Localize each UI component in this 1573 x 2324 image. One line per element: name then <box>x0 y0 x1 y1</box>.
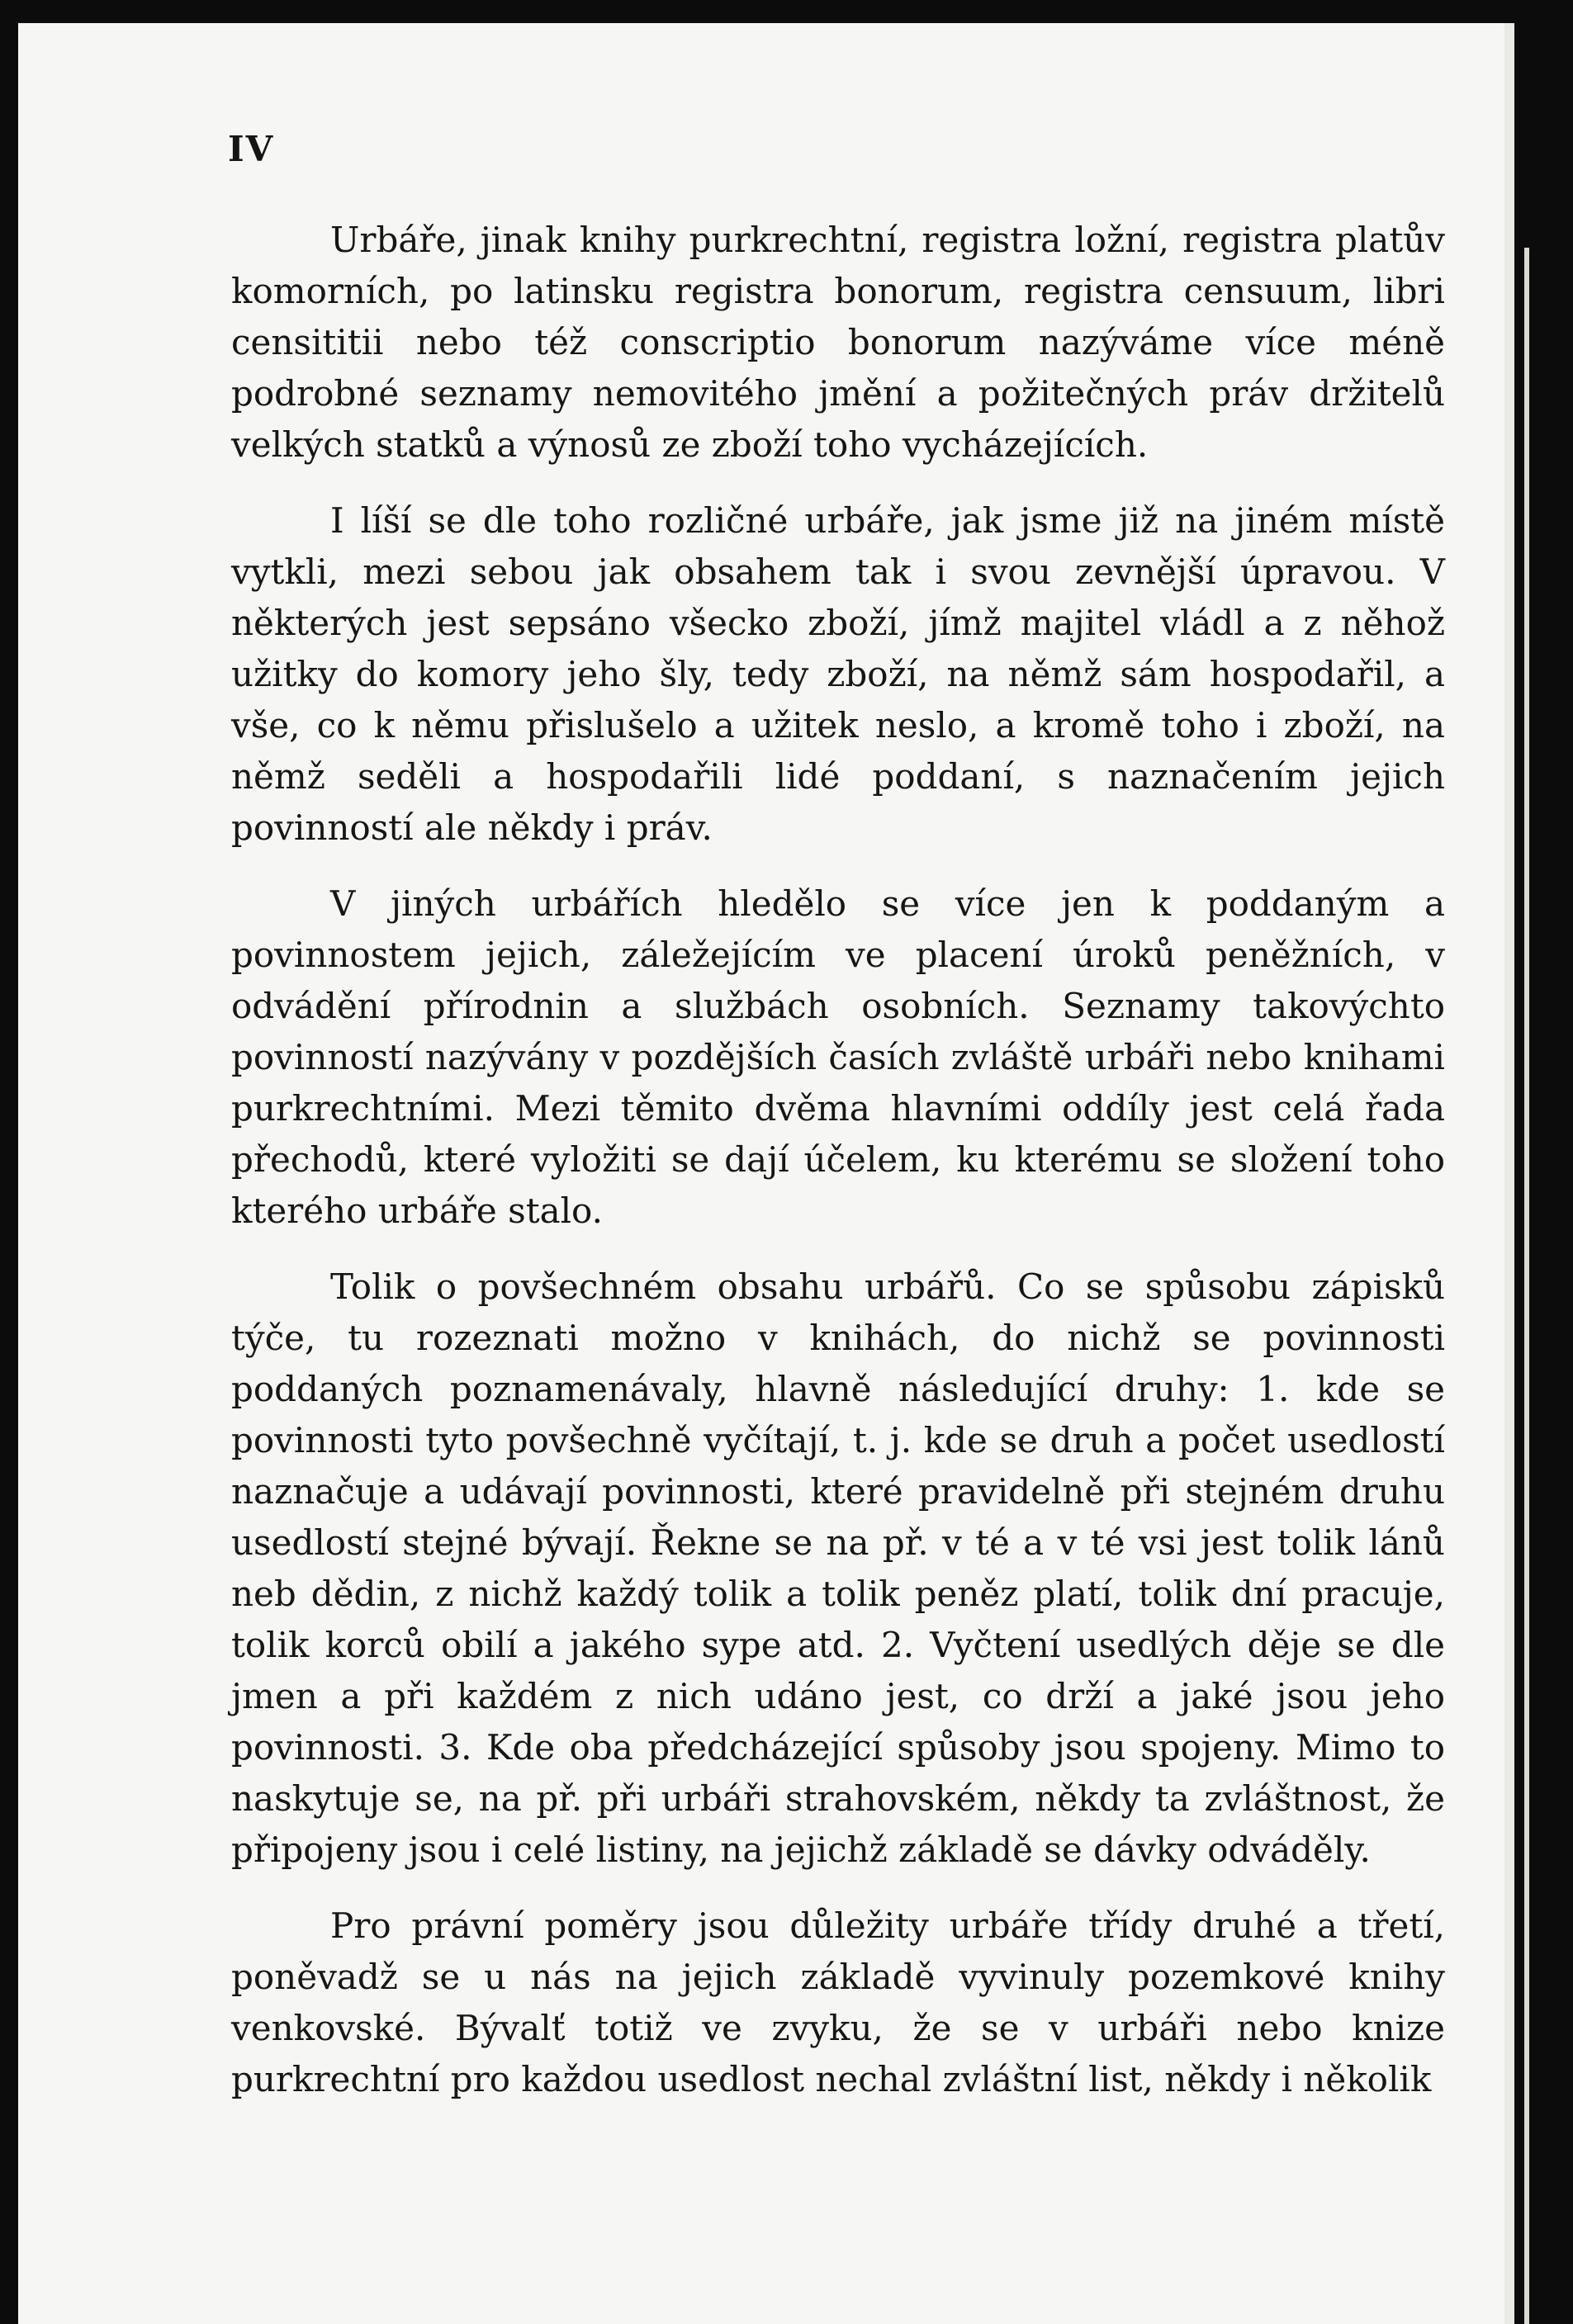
page-number: IV <box>228 129 275 169</box>
paragraph-3: V jiných urbářích hledělo se více jen k poddaným a povinnostem jejich, záležejícím ve placení úroků peněžních, v odvádění přírodnin a službách osobních. Seznamy takovýchto povinností nazývány v pozdějších časích zvláště urbáři nebo knihami purkrechtními. Mezi těmito dvěma hlavními oddíly jest celá řada přechodů, které vyložiti se dají účelem, ku kterému se složení toho kterého urbáře stalo. <box>231 883 1445 1231</box>
paragraph-4: Tolik o povšechném obsahu urbářů. Co se spůsobu zápisků týče, tu rozeznati možno v knihách, do nichž se povinnosti poddaných poznamenávaly, hlavně následující druhy: 1. kde se povinnosti tyto povšechně vyčítají, t. j. kde se druh a počet usedlostí naznačuje a udávají povinnosti, které pravidelně při stejném druhu usedlostí stejné bývají. Řekne se na př. v té a v té vsi jest tolik lánů neb dědin, z nichž každý tolik a tolik peněz platí, tolik dní pracuje, tolik korců obilí a jakého sype atd. 2. Vyčtení usedlých děje se dle jmen a při každém z nich udáno jest, co drží a jaké jsou jeho povinnosti. 3. Kde oba předcházející spůsoby jsou spojeny. Mimo to naskytuje se, na př. při urbáři strahovském, někdy ta zvláštnost, že připojeny jsou i celé listiny, na jejichž základě se dávky odváděly. <box>231 1266 1445 1870</box>
binding-edge <box>1524 248 1529 2324</box>
page-edge <box>1504 23 1514 2324</box>
body-text <box>231 215 1445 2105</box>
paragraph-1: Urbáře, jinak knihy purkrechtní, registra ložní, registra platův komorních, po latinsku registra bonorum, registra censuum, libri censititii nebo též conscriptio bonorum nazýváme více méně podrobné seznamy nemovitého jmění a požitečných práv držitelů velkých statků a výnosů ze zboží toho vycházejících. <box>231 220 1445 465</box>
paragraph-2: I líší se dle toho rozličné urbáře, jak jsme již na jiném místě vytkli, mezi sebou jak obsahem tak i svou zevnější úpravou. V některých jest sepsáno všecko zboží, jímž majitel vládl a z něhož užitky do komory jeho šly, tedy zboží, na němž sám hospodařil, a vše, co k němu přislušelo a užitek neslo, a kromě toho i zboží, na němž seděli a hospodařili lidé poddaní, s naznačením jejich povinností ale někdy i práv. <box>231 500 1445 848</box>
paragraph-5: Pro právní poměry jsou důležity urbáře třídy druhé a třetí, poněvadž se u nás na jejich základě vyvinuly pozemkové knihy venkovské. Bývalť totiž ve zvyku, že se v urbáři nebo knize purkrechtní pro každou usedlost nechal zvláštní list, někdy i několik <box>231 1905 1445 2099</box>
